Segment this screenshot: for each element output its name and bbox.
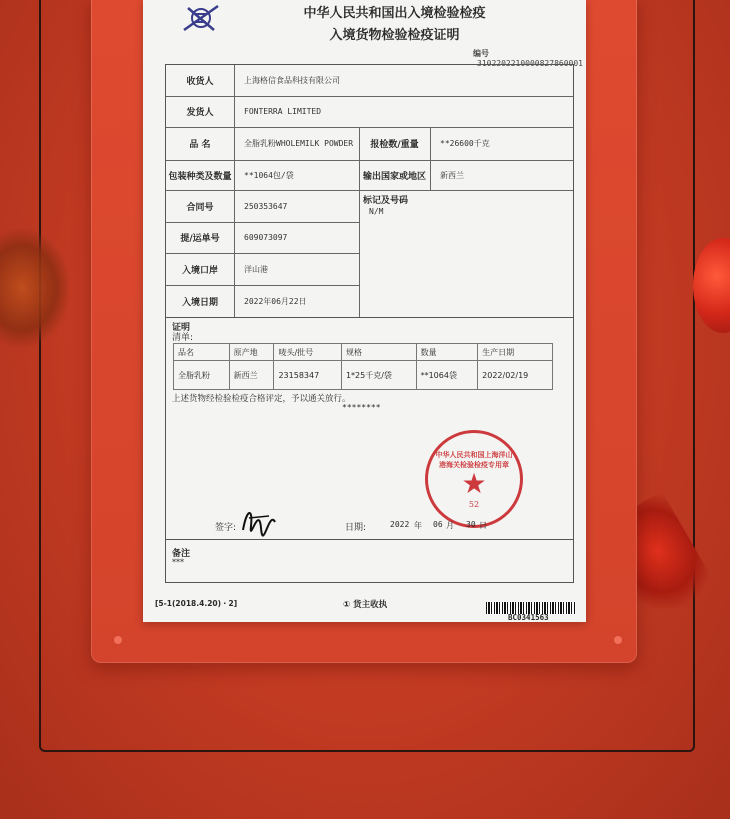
clearance-statement: 上述货物经检验检疫合格评定，予以通关放行。 — [172, 394, 351, 404]
consignor-label: 发货人 — [186, 108, 214, 118]
barcode-number: BC0341563 — [508, 613, 549, 622]
cert-title: 证明 — [172, 323, 191, 333]
qty-label: 报检数/重量 — [370, 140, 419, 150]
doc-subtitle: 入境货物检验检疫证明 — [329, 28, 460, 43]
signature-label: 签字: — [215, 523, 237, 533]
date-value: 2022年06月22日 — [244, 296, 307, 306]
panel-dot-right — [614, 636, 622, 644]
sign-year: 2022 — [390, 520, 410, 529]
doc-title: 中华人民共和国出入境检验检疫 — [303, 6, 486, 21]
qty-value: **26600千克 — [440, 139, 490, 148]
official-seal — [425, 430, 523, 528]
cert-number: 编号3102202210000827860001 — [473, 49, 583, 68]
origin-value: 新西兰 — [440, 170, 464, 180]
form-code: [5-1(2018.4.20)・2] — [155, 599, 238, 608]
sign-month-unit: 月 — [446, 521, 454, 530]
marks-label: 标记及号码 — [363, 195, 409, 206]
signature-image — [239, 500, 279, 540]
pepper-decoration — [0, 228, 70, 348]
consignee-label: 收货人 — [186, 77, 214, 87]
bl-value: 609073097 — [244, 233, 288, 242]
consignor-value: FONTERRA LIMITED — [244, 107, 322, 116]
panel-dot-left — [114, 636, 122, 644]
statement-stars: ******** — [342, 403, 381, 412]
product-label: 品 名 — [189, 140, 211, 150]
sign-day: 30 — [466, 520, 476, 529]
packing-label: 包装种类及数量 — [168, 171, 232, 182]
remarks-value: *** — [172, 558, 184, 567]
origin-label: 输出国家或地区 — [362, 171, 426, 182]
port-label: 入境口岸 — [181, 265, 218, 276]
goods-table-header: 品名 原产地 唛头/批号 规格 数量 生产日期 — [174, 344, 553, 361]
contract-value: 250353647 — [244, 201, 288, 211]
remarks-label: 备注 — [172, 549, 191, 559]
product-value: 全脂乳粉WHOLEMILK POWDER — [244, 139, 354, 148]
packing-value: **1064包/袋 — [244, 170, 294, 180]
sign-date-label: 日期: — [345, 523, 367, 533]
copy-label: ① 货主收执 — [343, 600, 388, 610]
sign-year-unit: 年 — [414, 521, 422, 530]
port-value: 洋山港 — [244, 264, 268, 274]
contract-label: 合同号 — [186, 202, 214, 213]
sign-month: 06 — [433, 520, 443, 529]
seal-number: 52 — [468, 499, 480, 509]
goods-table — [173, 343, 553, 390]
remarks-section — [165, 539, 574, 583]
seal-star-icon: ★ — [461, 466, 487, 500]
marks-value: N/M — [369, 206, 384, 216]
cert-list-label: 清单: — [172, 333, 194, 343]
seal-text: 中华人民共和国上海洋山港海关检验检疫专用章 — [435, 450, 513, 469]
certificate-document — [143, 0, 586, 622]
bl-label: 提/运单号 — [180, 234, 220, 244]
info-table — [165, 64, 574, 318]
date-label: 入境日期 — [181, 297, 218, 308]
sign-day-unit: 日 — [479, 521, 487, 530]
consignee-value: 上海格信食品科技有限公司 — [244, 76, 340, 85]
table-row: 全脂乳粉 新西兰 23158347 1*25千克/袋 **1064袋 2022/02/19 — [174, 361, 553, 390]
tomato-decoration — [693, 238, 730, 333]
